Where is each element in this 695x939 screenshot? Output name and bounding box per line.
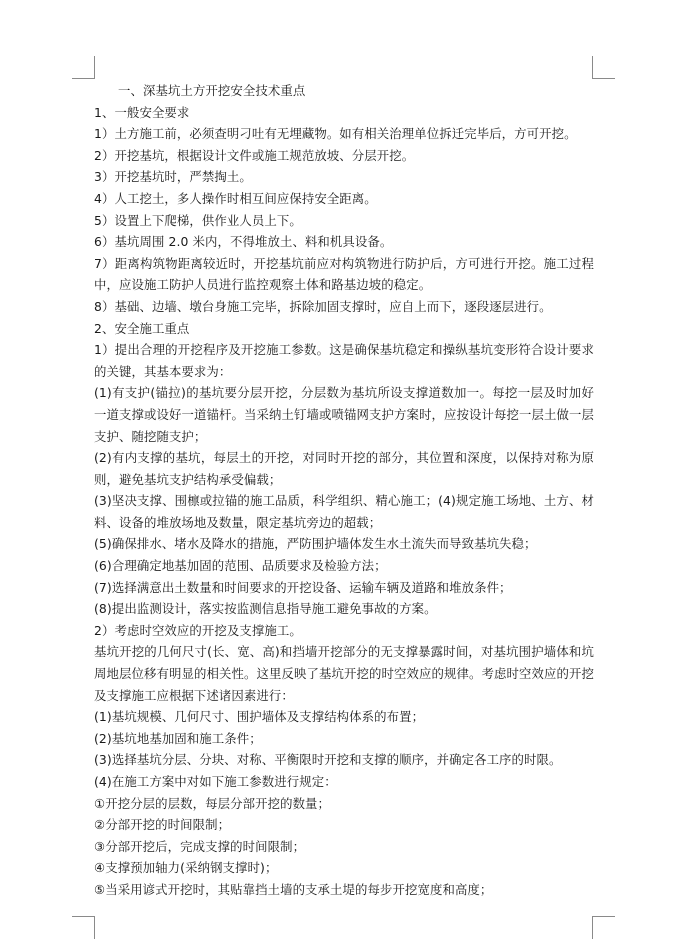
paragraph: 2）考虑时空效应的开挖及支撑施工。 [94, 622, 302, 638]
paragraph: 基坑开挖的几何尺寸(长、宽、高)和挡墙开挖部分的无支撑暴露时间，对基坑围护墙体和坑周地层位移有明显的相关性。这里反映了基坑开挖的时空效应的规律。考虑时空效应的开挖及支撑施工应根据下述诸因素进行： [94, 644, 594, 703]
subsection-heading: 1、一般安全要求 [94, 104, 190, 120]
paragraph: ①开挖分层的层数，每层分部开挖的数量； [94, 795, 331, 811]
page-corner-mark-bottom-right [592, 916, 615, 939]
paragraph: 4）人工挖土，多人操作时相互间应保持安全距离。 [94, 190, 377, 206]
paragraph: 3）开挖基坑时，严禁掏土。 [94, 169, 252, 185]
paragraph: (2)基坑地基加固和施工条件； [94, 730, 262, 746]
paragraph: ④支撑预加轴力(采纳钢支撑时)； [94, 860, 278, 876]
paragraph: 1）土方施工前，必须查明刁吐有无埋藏物。如有相关治理单位拆迁完毕后，方可开挖。 [94, 126, 577, 142]
paragraph: 2）开挖基坑，根据设计文件或施工规范放坡、分层开挖。 [94, 147, 415, 163]
paragraph: (7)选择满意出土数量和时间要求的开挖设备、运输车辆及道路和堆放条件； [94, 579, 512, 595]
paragraph: (1)基坑规模、几何尺寸、围护墙体及支撑结构体系的布置； [94, 709, 425, 725]
paragraph: (1)有支护(锚拉)的基坑要分层开挖，分层数为基坑所设支撑道数加一。每挖一层及时加好一道支撑或设好一道锚杆。当采纳土钉墙或喷锚网支护方案时，应按设计每挖一层土做一层支护、随挖随支护； [94, 385, 594, 444]
paragraph: 1）提出合理的开挖程序及开挖施工参数。这是确保基坑稳定和操纵基坑变形符合设计要求的关键，其基本要求为： [94, 342, 594, 379]
paragraph: 7）距离构筑物距离较近时，开挖基坑前应对构筑物进行防护后，方可进行开挖。施工过程中，应设施工防护人员进行监控观察土体和路基边坡的稳定。 [94, 255, 594, 293]
paragraph: (2)有内支撑的基坑，每层土的开挖，对同时开挖的部分，其位置和深度，以保持对称为原则，避免基坑支护结构承受偏载； [94, 450, 594, 487]
paragraph: (4)在施工方案中对如下施工参数进行规定： [94, 774, 337, 789]
page-corner-mark-bottom-left [72, 916, 95, 939]
paragraph: 6）基坑周围 2.0 米内，不得堆放土、料和机具设备。 [94, 234, 393, 250]
page-corner-mark-top-left [72, 56, 95, 79]
document-body [94, 80, 594, 901]
paragraph: 5）设置上下爬梯，供作业人员上下。 [94, 212, 302, 228]
paragraph: (6)合理确定地基加固的范围、品质要求及检验方法； [94, 558, 387, 574]
section-heading: 一、深基坑土方开挖安全技术重点 [118, 83, 306, 98]
paragraph: (5)确保排水、堵水及降水的措施，严防围护墙体发生水土流失而导致基坑失稳； [94, 536, 537, 552]
subsection-heading: 2、安全施工重点 [94, 320, 190, 336]
paragraph: ⑤当采用谚式开挖时，其贴靠挡土墙的支承土堤的每步开挖宽度和高度； [94, 881, 493, 897]
paragraph: (3)选择基坑分层、分块、对称、平衡限时开挖和支撑的顺序，并确定各工序的时限。 [94, 752, 562, 768]
paragraph: ②分部开挖的时间限制； [94, 817, 231, 833]
paragraph: (3)坚决支撑、围檩或拉锚的施工品质，科学组织、精心施工；(4)规定施工场地、土方、材料、设备的堆放场地及数量，限定基坑旁边的超载； [94, 493, 594, 530]
paragraph: (8)提出监测设计，落实按监测信息指导施工避免事故的方案。 [94, 601, 437, 617]
page-corner-mark-top-right [592, 56, 615, 79]
paragraph: 8）基础、边墙、墩台身施工完毕，拆除加固支撑时，应自上而下，逐段逐层进行。 [94, 298, 552, 314]
paragraph: ③分部开挖后，完成支撑的时间限制； [94, 838, 306, 854]
